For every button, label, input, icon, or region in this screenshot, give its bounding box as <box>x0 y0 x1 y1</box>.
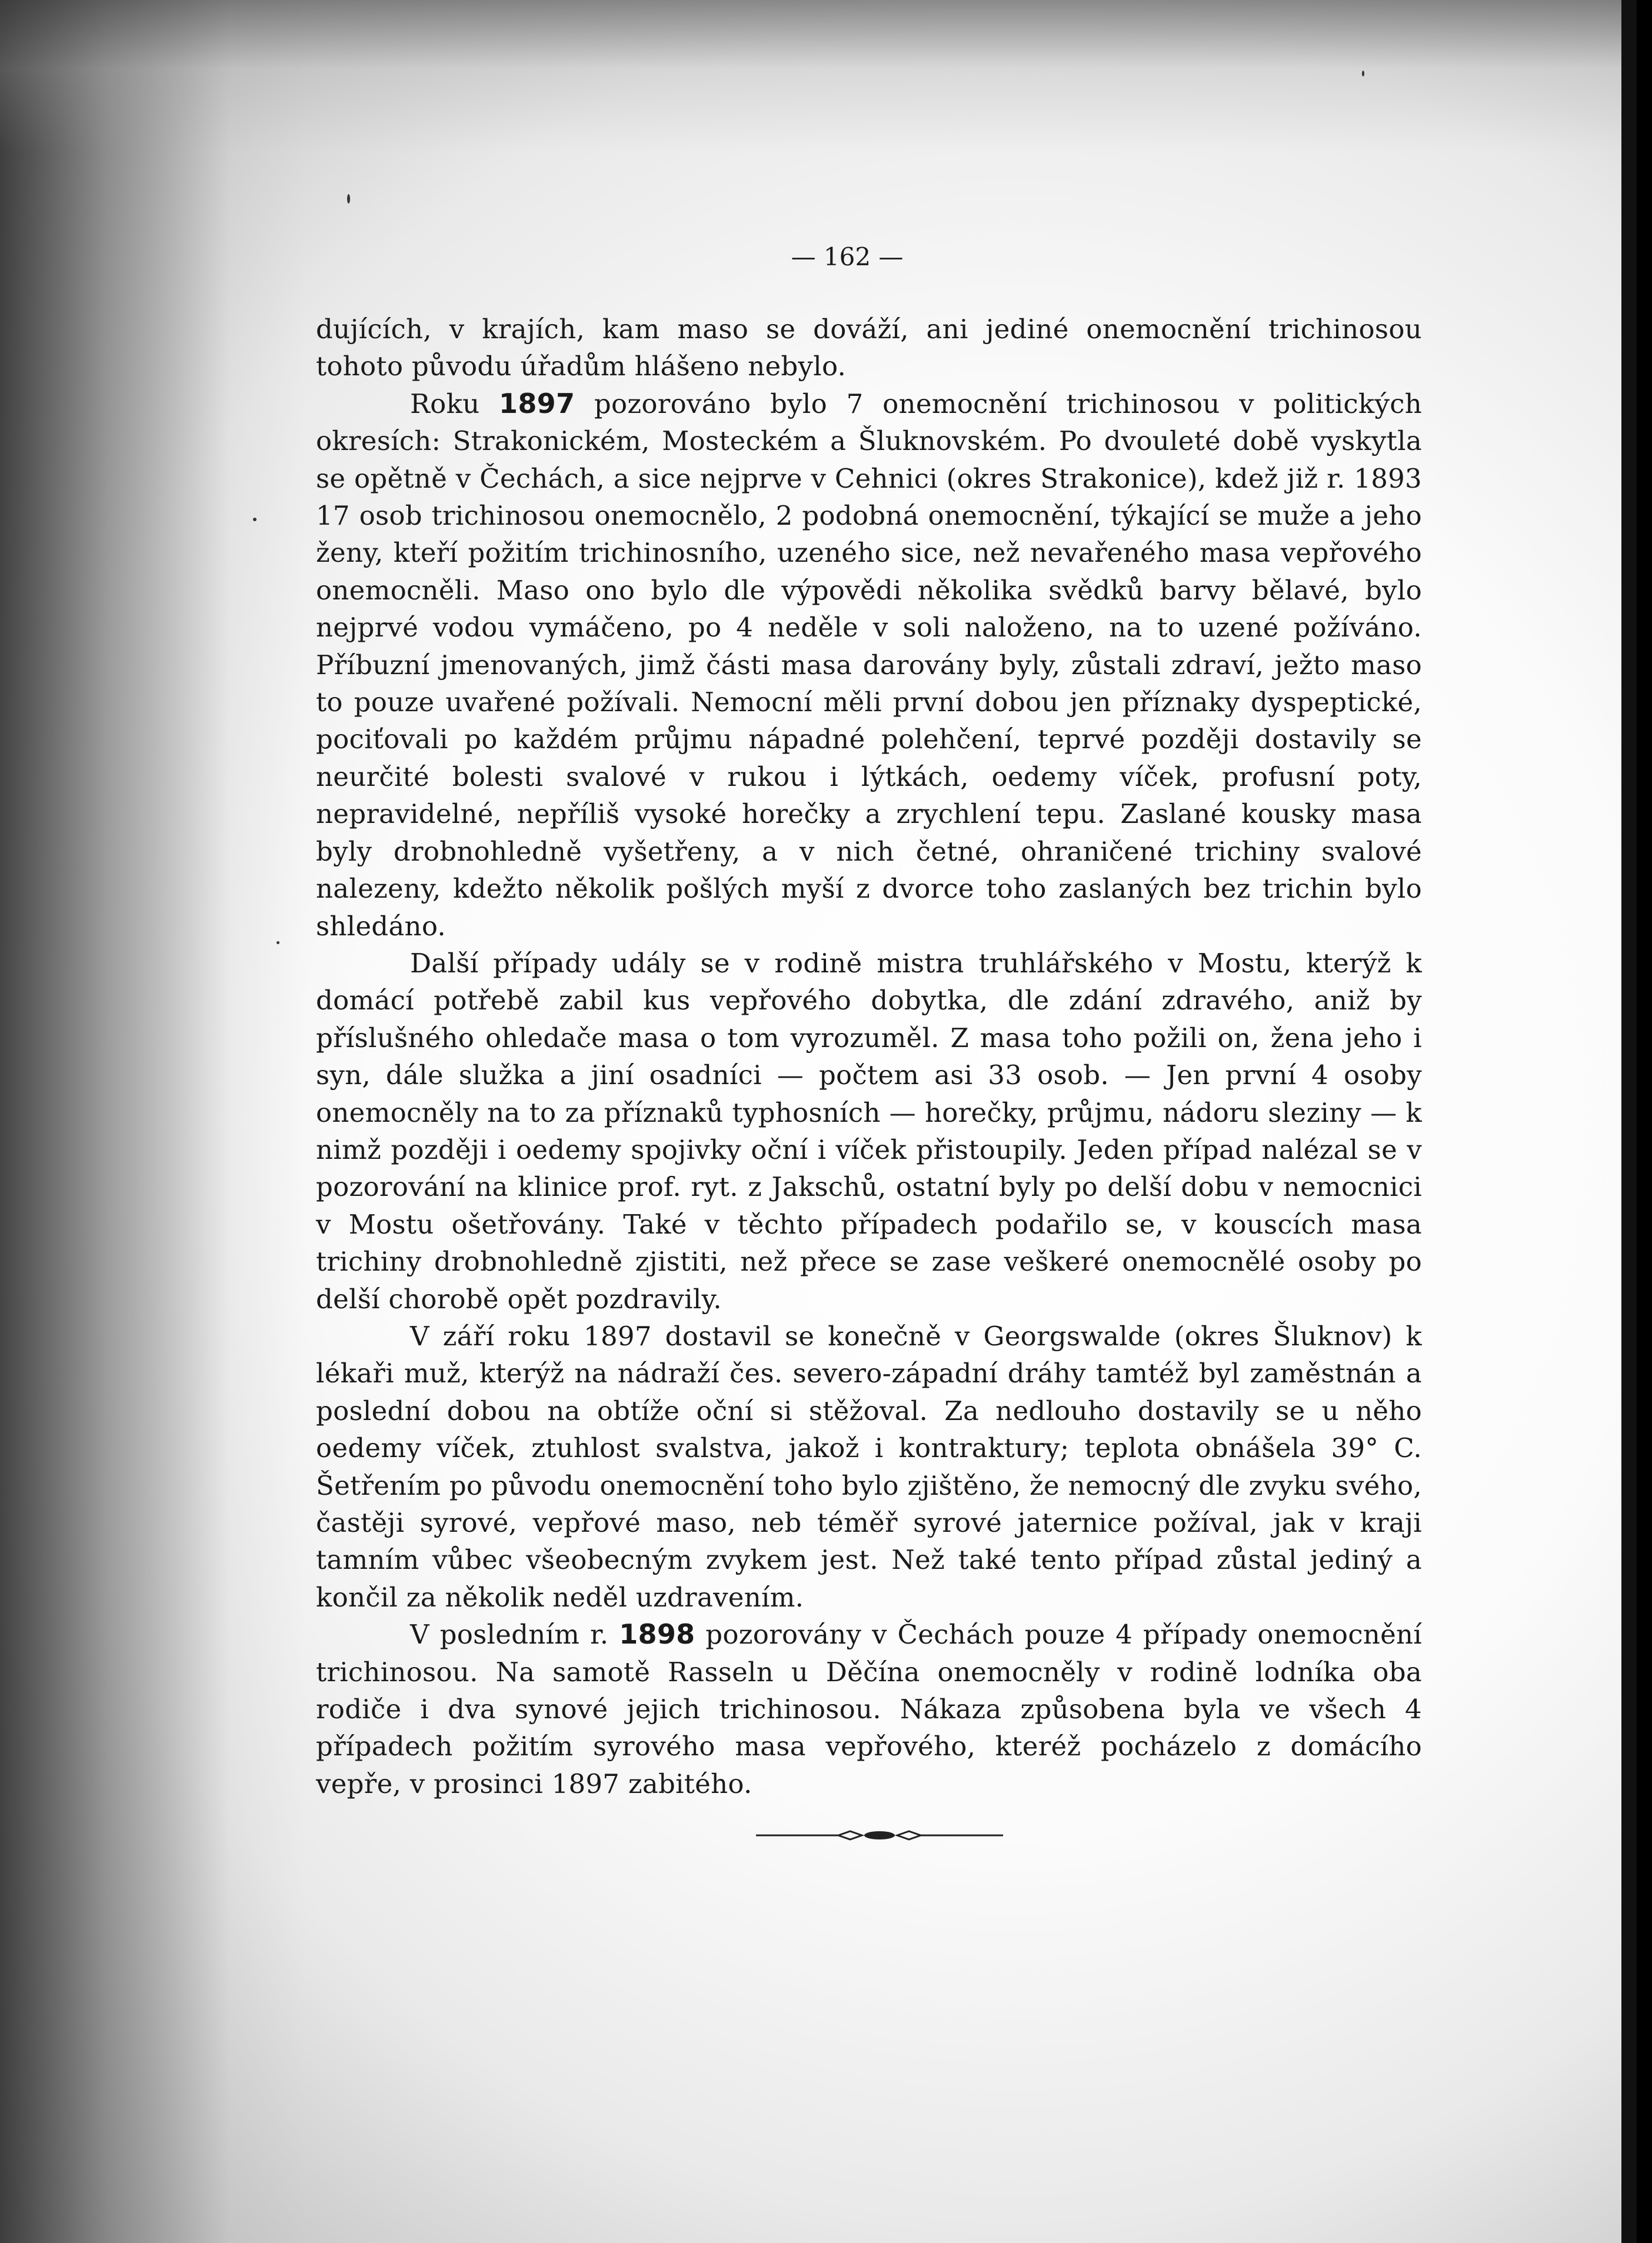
paragraph-text: Roku <box>410 388 499 419</box>
body-text <box>316 311 1422 1802</box>
decorative-rule-icon <box>756 1827 1003 1844</box>
paragraph <box>316 1616 1422 1802</box>
dust-speck <box>1362 71 1364 76</box>
paragraph-text: dujících, v krajích, kam maso se dováží, ani jediné onemocnění trichinosou tohoto původu úřadům hlášeno nebylo. <box>316 314 1422 382</box>
paragraph <box>316 945 1422 1318</box>
scan-shadow-top <box>0 0 1637 153</box>
dust-speck <box>253 518 257 521</box>
bold-year: 1898 <box>619 1618 695 1651</box>
paragraph <box>316 385 1422 945</box>
paragraph-text: Další případy udály se v rodině mistra truhlářského v Mostu, kterýž k domácí potřebě zabil kus vepřového dobytka, dle zdání zdravého, aniž by příslušného ohledače masa o tom vyrozuměl. Z masa toho požili on, žena jeho i syn, dále služka a jiní osadníci — počtem asi 33 osob. — Jen první 4 osoby onemocněly na to za příznaků typhosních — horečky, průjmu, nádoru sleziny — k nimž později i oedemy spojivky oční i víček přistoupily. Jeden případ nalézal se v pozorování na klinice prof. ryt. z Jakschů, ostatní byly po delší dobu v nemocnici v Mostu ošetřovány. Také v těchto případech podařilo se, v kouscích masa trichiny drobnohledně zjistiti, než přece se zase veškeré onemocnělé osoby po delší chorobě opět pozdravily. <box>316 947 1422 1315</box>
dust-speck <box>347 194 350 204</box>
paragraph <box>316 311 1422 385</box>
paragraph-text: V září roku 1897 dostavil se konečně v Georgswalde (okres Šluknov) k lékaři muž, kterýž na nádraží čes. severo-západní dráhy tamtéž byl zaměstnán a poslední dobou na obtíže oční si stěžoval. Za nedlouho dostavily se u něho oedemy víček, ztuhlost svalstva, jakož i kontraktury; teplota obnášela 39° C. Šetřením po původu onemocnění toho bylo zjištěno, že nemocný dle zvyku svého, častěji syrové, vepřové maso, neb téměř syrové jaternice požíval, jak v kraji tamním vůbec všeobecným zvykem jest. Než také tento případ zůstal jediný a končil za několik neděl uzdravením. <box>316 1320 1422 1613</box>
dust-speck <box>277 941 279 944</box>
paragraph-text: pozorovány v Čechách pouze 4 případy onemocnění trichinosou. Na samotě Rasseln u Děčína onemocněly v rodině lodníka oba rodiče i dva synové jejich trichinosou. Nákaza způsobena byla ve všech 4 případech požitím syrového masa vepřového, kteréž pocházelo z domácího vepře, v prosinci 1897 zabitého. <box>316 1619 1423 1799</box>
page-number: — 162 — <box>791 242 904 271</box>
scan-edge-right <box>1621 0 1637 2243</box>
scan-shadow-left <box>0 0 306 2243</box>
paragraph-text: V posledním r. <box>410 1619 620 1651</box>
paragraph <box>316 1318 1422 1616</box>
paragraph-text: pozorováno bylo 7 onemocnění trichinosou v politických okresích: Strakonickém, Mosteckém a Šluknovském. Po dvouleté době vyskytla se opětně v Čechách, a sice nejprve v Cehnici (okres Strakonice), kdež již r. 1893 17 osob trichinosou onemocnělo, 2 podobná onemocnění, týkající se muže a jeho ženy, kteří požitím trichinosního, uzeného sice, než nevařeného masa vepřového onemocněli. Maso ono bylo dle výpovědi několika svědků barvy bělavé, bylo nejprvé vodou vymáčeno, po 4 neděle v soli naloženo, na to uzené požíváno. Příbuzní jmenovaných, jimž části masa darovány byly, zůstali zdraví, ježto maso to pouze uvařené požívali. Nemocní měli první dobou jen příznaky dyspeptické, pociťovali po každém průjmu nápadné polehčení, teprvé později dostavily se neurčité bolesti svalové v rukou i lýtkách, oedemy víček, profusní poty, nepravidelné, nepříliš vysoké horečky a zrychlení tepu. Zaslané kousky masa byly drobnohledně vyšetřeny, a v nich četné, ohraničené trichiny svalové nalezeny, kdežto několik pošlých myší z dvorce toho zaslaných bez trichin bylo shledáno. <box>316 388 1422 942</box>
bold-year: 1897 <box>499 387 575 419</box>
